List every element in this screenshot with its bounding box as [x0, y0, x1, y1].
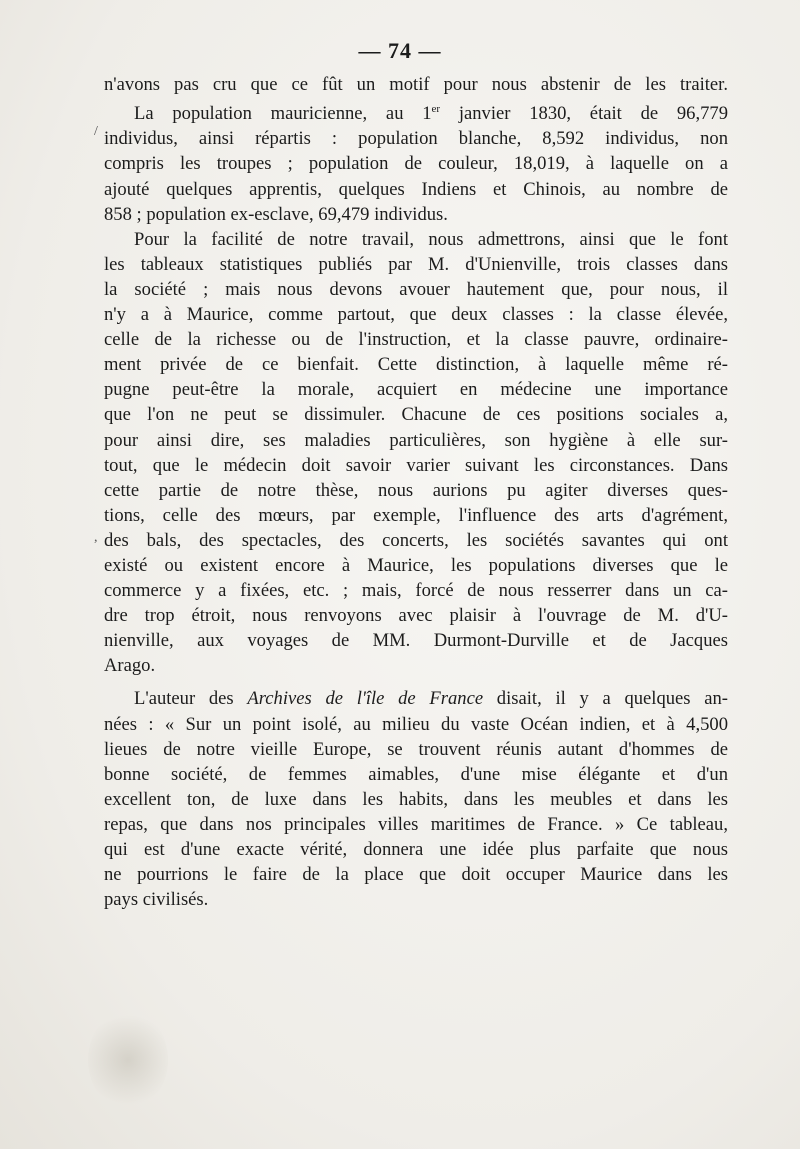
text-line: excellent ton, de luxe dans les habits, dans les meubles et dans les	[104, 788, 728, 810]
text-line: bonne société, de femmes aimables, d'une mise élégante et d'un	[104, 763, 728, 785]
text-line: 858 ; population ex-esclave, 69,479 individus.	[104, 203, 448, 225]
text-line: pays civilisés.	[104, 889, 209, 911]
text-line: individus, ainsi répartis : population blanche, 8,592 individus, non	[104, 128, 728, 150]
text-line: cette partie de notre thèse, nous aurions pu agiter diverses ques-	[104, 479, 728, 501]
paper-stain	[88, 1010, 168, 1110]
text-line: La population mauricienne, au 1er janvier 1830, était de 96,779	[134, 103, 729, 125]
text-line: ajouté quelques apprentis, quelques Indiens et Chinois, au nombre de	[104, 178, 728, 200]
text-line: repas, que dans nos principales villes maritimes de France. » Ce tableau,	[104, 813, 728, 835]
page-number: — 74 —	[358, 38, 442, 63]
text-line: que l'on ne peut se dissimuler. Chacune de ces positions sociales a,	[104, 404, 728, 426]
text-line: lieues de notre vieille Europe, se trouvent réunis autant d'hommes de	[104, 738, 728, 760]
text-line: pugne peut-être la morale, acquiert en médecine une importance	[104, 379, 728, 401]
text-line: la société ; mais nous devons avouer hautement que, pour nous, il	[104, 278, 728, 300]
text-line: compris les troupes ; population de couleur, 18,019, à laquelle on a	[104, 153, 728, 175]
text-line: existé ou existent encore à Maurice, les populations diverses que le	[104, 554, 728, 576]
text-line: ne pourrions le faire de la place que doit occuper Maurice dans les	[104, 864, 728, 886]
text-line: L'auteur des Archives de l'île de France disait, il y a quelques an-	[134, 688, 728, 710]
text-line: nées : « Sur un point isolé, au milieu du vaste Océan indien, et à 4,500	[104, 713, 728, 735]
text-line: tions, celle des mœurs, par exemple, l'influence des arts d'agrément,	[104, 504, 728, 526]
text-line: des bals, des spectacles, des concerts, les sociétés savantes qui ont	[104, 529, 728, 551]
margin-mark: /	[94, 124, 98, 139]
text-line: ment privée de ce bienfait. Cette distinction, à laquelle même ré-	[104, 354, 728, 376]
text-line: nienville, aux voyages de MM. Durmont-Durville et de Jacques	[104, 630, 728, 652]
text-line: commerce y a fixées, etc. ; mais, forcé de nous resserrer dans un ca-	[104, 580, 728, 602]
text-line: n'avons pas cru que ce fût un motif pour nous abstenir de les traiter.	[104, 74, 728, 95]
body-text	[104, 72, 728, 912]
text-line: Pour la facilité de notre travail, nous admettrons, ainsi que le font	[134, 228, 728, 250]
text-line: n'y a à Maurice, comme partout, que deux classes : la classe élevée,	[104, 304, 728, 326]
text-line: les tableaux statistiques publiés par M. d'Unienville, trois classes dans	[104, 253, 728, 275]
text-line: Arago.	[104, 655, 156, 677]
text-line: celle de la richesse ou de l'instruction, et la classe pauvre, ordinaire-	[104, 329, 728, 351]
margin-mark: ,	[94, 530, 98, 545]
text-line: qui est d'une exacte vérité, donnera une idée plus parfaite que nous	[104, 839, 728, 860]
text-line: tout, que le médecin doit savoir varier suivant les circonstances. Dans	[104, 454, 728, 476]
text-line: pour ainsi dire, ses maladies particulières, son hygiène à elle sur-	[104, 429, 728, 451]
text-line: dre trop étroit, nous renvoyons avec plaisir à l'ouvrage de M. d'U-	[104, 605, 728, 627]
